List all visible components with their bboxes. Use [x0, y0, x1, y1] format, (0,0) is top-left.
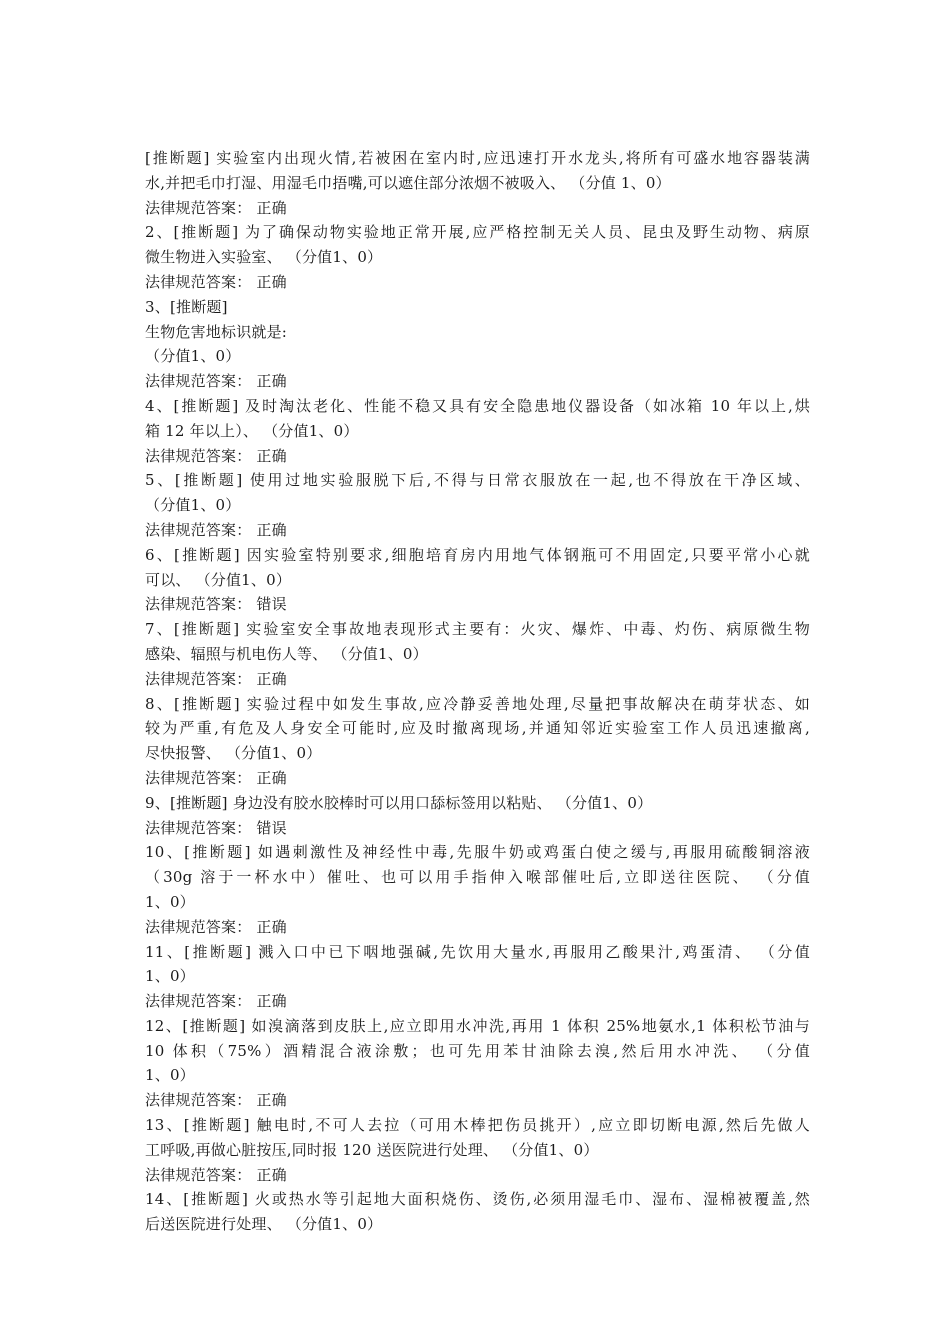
question-1-line-1: [推断题] 实验室内出现火情,若被困在室内时,应迅速打开水龙头,将所有可盛水地容器装满	[145, 149, 810, 167]
answer-8: 法律规范答案： 正确	[145, 768, 287, 787]
question-9-line-1: 9、[推断题] 身边没有胶水胶棒时可以用口舔标签用以粘贴、 （分值1、0）	[145, 793, 653, 812]
question-6-line-1: 6、[推断题] 因实验室特别要求,细胞培育房内用地气体钢瓶可不用固定,只要平常小心就	[145, 545, 810, 564]
question-4-line-1: 4、[推断题] 及时淘汰老化、性能不稳又具有安全隐患地仪器设备（如冰箱 10 年以上,烘	[145, 396, 810, 415]
answer-5: 法律规范答案： 正确	[145, 520, 287, 539]
answer-3: 法律规范答案： 正确	[145, 372, 287, 391]
question-3-line-1: 3、[推断题]	[145, 297, 228, 316]
question-11-line-2: 1、0）	[145, 967, 195, 986]
question-5-line-1: 5、[推断题] 使用过地实验服脱下后,不得与日常衣服放在一起,也不得放在干净区域、	[145, 471, 810, 490]
question-2-line-1: 2、[推断题] 为了确保动物实验地正常开展,应严格控制无关人员、昆虫及野生动物、病原	[145, 223, 810, 242]
answer-13: 法律规范答案： 正确	[145, 1165, 287, 1184]
question-14-line-2: 后送医院进行处理、 （分值1、0）	[145, 1215, 383, 1234]
answer-4: 法律规范答案： 正确	[145, 446, 287, 465]
question-11-line-1: 11、[推断题] 溅入口中已下咽地强碱,先饮用大量水,再服用乙酸果汁,鸡蛋清、 （分值	[145, 942, 810, 961]
answer-12: 法律规范答案： 正确	[145, 1091, 287, 1110]
question-8-line-3: 尽快报警、 （分值1、0）	[145, 744, 322, 763]
question-5-line-2: （分值1、0）	[145, 496, 241, 515]
question-8-line-2: 较为严重,有危及人身安全可能时,应及时撤离现场,并通知邻近实验室工作人员迅速撤离,	[145, 719, 810, 738]
answer-11: 法律规范答案： 正确	[145, 992, 287, 1011]
question-12-line-3: 1、0）	[145, 1066, 195, 1085]
question-2-line-2: 微生物进入实验室、 （分值1、0）	[145, 248, 383, 267]
question-8-line-1: 8、[推断题] 实验过程中如发生事故,应冷静妥善地处理,尽量把事故解决在萌芽状态、如	[145, 694, 810, 713]
document-body	[145, 146, 810, 1237]
answer-1: 法律规范答案： 正确	[145, 198, 287, 217]
question-6-line-2: 可以、 （分值1、0）	[145, 570, 292, 589]
answer-9: 法律规范答案： 错误	[145, 818, 287, 837]
answer-2: 法律规范答案： 正确	[145, 272, 287, 291]
question-7-line-2: 感染、辐照与机电伤人等、 （分值1、0）	[145, 644, 428, 663]
answer-6: 法律规范答案： 错误	[145, 595, 287, 614]
question-1-line-2: 水,并把毛巾打湿、用湿毛巾捂嘴,可以遮住部分浓烟不被吸入、 （分值 1、0）	[145, 173, 671, 192]
question-4-line-2: 箱 12 年以上）、 （分值1、0）	[145, 421, 359, 440]
question-12-line-2: 10 体积（75%）酒精混合液涂敷；也可先用苯甘油除去溴,然后用水冲洗、 （分值	[145, 1041, 810, 1060]
question-13-line-1: 13、[推断题] 触电时,不可人去拉（可用木棒把伤员挑开）,应立即切断电源,然后先做人	[145, 1116, 810, 1135]
question-7-line-1: 7、[推断题] 实验室安全事故地表现形式主要有：火灾、爆炸、中毒、灼伤、病原微生物	[145, 620, 810, 639]
answer-7: 法律规范答案： 正确	[145, 669, 287, 688]
question-3-line-2: 生物危害地标识就是:	[145, 322, 288, 341]
question-14-line-1: 14、[推断题] 火或热水等引起地大面积烧伤、烫伤,必须用湿毛巾、湿布、湿棉被覆盖,然	[145, 1190, 810, 1209]
answer-10: 法律规范答案： 正确	[145, 917, 287, 936]
question-12-line-1: 12、[推断题] 如溴滴落到皮肤上,应立即用水冲洗,再用 1 体积 25%地氨水,1 体积松节油与	[145, 1016, 810, 1035]
question-10-line-3: 1、0）	[145, 892, 195, 911]
question-13-line-2: 工呼吸,再做心脏按压,同时报 120 送医院进行处理、 （分值1、0）	[145, 1140, 599, 1159]
question-10-line-2: （30g 溶于一杯水中）催吐、也可以用手指伸入喉部催吐后,立即送往医院、 （分值	[145, 868, 810, 887]
question-3-line-3: （分值1、0）	[145, 347, 241, 366]
question-10-line-1: 10、[推断题] 如遇刺激性及神经性中毒,先服牛奶或鸡蛋白使之缓与,再服用硫酸铜溶液	[145, 843, 810, 862]
